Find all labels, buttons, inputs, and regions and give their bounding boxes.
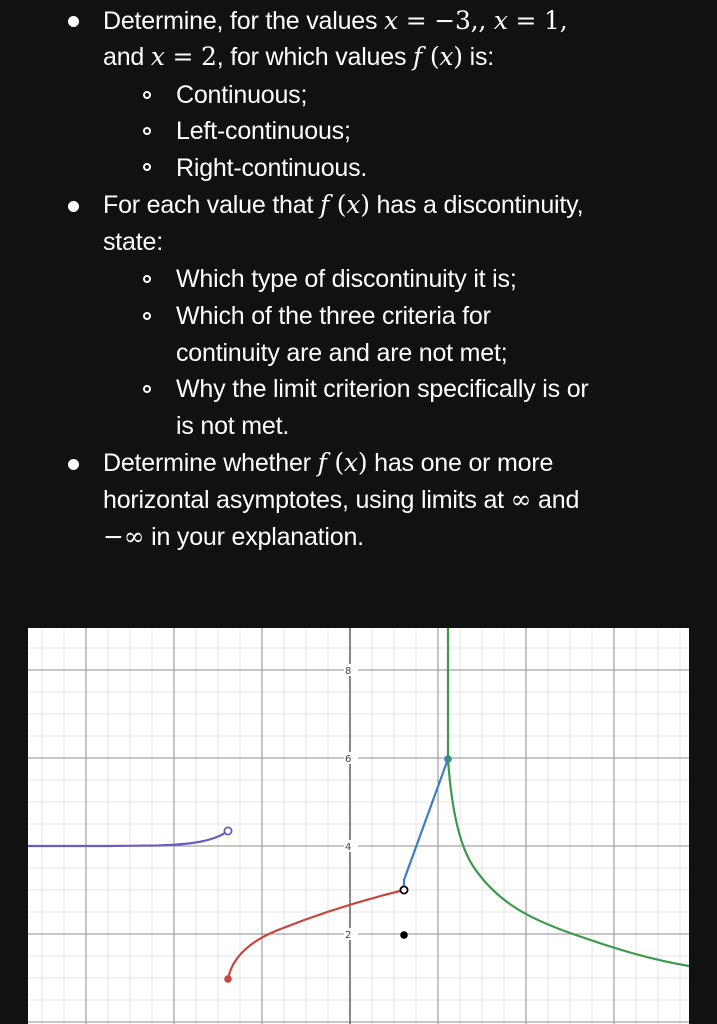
text: and [103, 43, 151, 71]
math: ) [357, 448, 368, 477]
math: f [317, 448, 327, 477]
math: −∞ [103, 522, 145, 551]
open-point-marker [400, 886, 407, 893]
math: x [493, 6, 508, 35]
text: in your explanation. [144, 523, 364, 551]
sub-item-left-continuous: Left-continuous; [176, 117, 351, 145]
sub-item-continuous: Continuous; [176, 81, 308, 109]
bullet-1-line-1 [103, 3, 568, 39]
math: x [150, 42, 165, 71]
math: ∞ [510, 485, 532, 514]
purple-curve [28, 831, 228, 846]
green-curve [448, 628, 689, 966]
sub-item-right-continuous: Right-continuous. [176, 154, 368, 182]
closed-point-marker [400, 931, 408, 939]
math: ( [329, 190, 347, 219]
sub-bullet [143, 385, 151, 393]
minor-grid [28, 628, 689, 1024]
text: and [531, 486, 580, 514]
sub-bullet [143, 312, 151, 320]
sub-bullet [143, 91, 151, 99]
math: ( [422, 42, 440, 71]
bullet-1-line-2 [103, 39, 494, 75]
math: ) [453, 42, 463, 71]
sub-bullet [143, 163, 151, 171]
bullet-3 [68, 459, 79, 470]
sub-bullet [143, 275, 151, 283]
math: f [413, 42, 423, 71]
y-tick-4: 4 [345, 842, 352, 853]
purple-open-endpoint [224, 827, 231, 834]
sub-item-criteria-line-2: continuity are and are not met; [176, 339, 508, 367]
major-grid [28, 628, 689, 1024]
function-graph [28, 628, 689, 1024]
math: x [384, 6, 398, 35]
sub-item-limit-line-1: Why the limit criterion specifically is or [176, 375, 589, 403]
math: = 2 [164, 42, 217, 71]
y-tick-8: 8 [345, 666, 352, 677]
bullet-3-line-3 [103, 519, 364, 555]
bullet-3-line-2 [103, 482, 579, 518]
y-tick-6: 6 [345, 754, 352, 765]
text: Determine whether [103, 449, 318, 477]
math: f [319, 190, 330, 219]
text: For each value that [103, 191, 320, 219]
sub-item-discontinuity-type: Which type of discontinuity it is; [176, 265, 517, 293]
text: horizontal asymptotes, using limits at [103, 486, 511, 514]
math: = −3,, [397, 6, 494, 35]
math: ( [326, 448, 344, 477]
text: has a discontinuity, [369, 191, 584, 219]
sub-bullet [143, 127, 151, 135]
bullet-2 [68, 201, 79, 212]
text: has one or more [367, 449, 554, 477]
text: is: [462, 43, 495, 71]
sub-item-limit-line-2: is not met. [176, 412, 290, 440]
red-closed-endpoint [224, 975, 232, 983]
math: = 1, [507, 6, 568, 35]
math: x [346, 190, 361, 219]
text: Determine, for the values [103, 7, 385, 35]
math: x [439, 42, 454, 71]
sub-item-criteria-line-1: Which of the three criteria for [176, 302, 491, 330]
bullet-2-line-2: state: [103, 228, 163, 256]
text: , for which values [216, 43, 414, 71]
math: x [343, 448, 358, 477]
graph-canvas [28, 628, 689, 1024]
bullet-1 [68, 16, 79, 27]
bullet-2-line-1 [103, 187, 583, 223]
y-tick-2: 2 [345, 930, 352, 941]
math: ) [360, 190, 370, 219]
bullet-3-line-1 [103, 445, 553, 481]
